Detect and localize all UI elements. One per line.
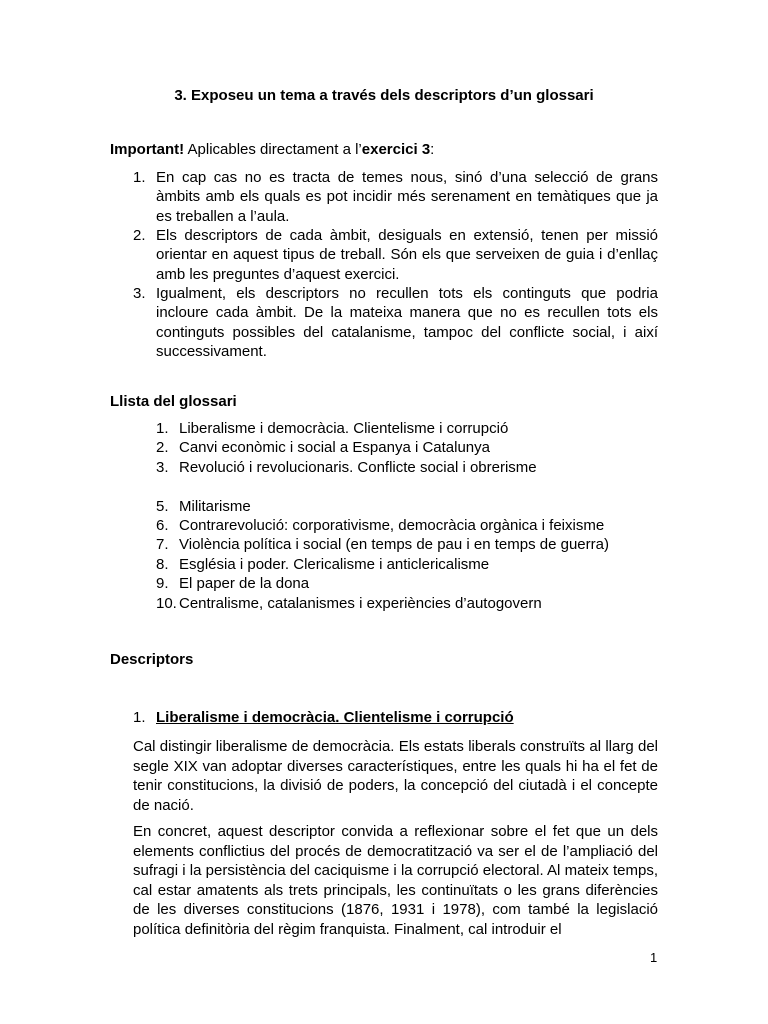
glossary-item	[0, 516, 768, 535]
page-number: 1	[650, 950, 658, 965]
glossary-number: 2.	[156, 439, 169, 457]
glossary-list	[0, 419, 768, 613]
glossary-item	[0, 419, 768, 438]
important-colon: :	[430, 141, 435, 158]
glossary-number: 6.	[156, 516, 169, 534]
descriptor-number: 1.	[133, 709, 146, 726]
glossary-text: Centralisme, catalanismes i experiències d’autogovern	[179, 594, 542, 612]
glossary-number: 10.	[156, 594, 177, 612]
glossary-item	[0, 555, 768, 574]
list-item	[0, 226, 658, 284]
glossary-number: 7.	[156, 536, 169, 554]
glossary-text: Liberalisme i democràcia. Clientelisme i corrupció	[179, 420, 509, 437]
document-title: 3. Exposeu un tema a través dels descriptors d’un glossari	[174, 87, 594, 104]
glossary-number: 3.	[156, 458, 169, 476]
glossary-text: El paper de la dona	[179, 575, 310, 593]
list-text: Els descriptors de cada àmbit, desiguals en extensió, tenen per missió orientar en aquest tipus de treball. Són els que serveixen de guia i d’enllaç amb les preguntes d’aquest exercici.	[156, 227, 658, 283]
glossary-text: Violència política i social (en temps de pau i en temps de guerra)	[179, 536, 609, 554]
glossary-number: 5.	[156, 497, 169, 515]
descriptors-heading: Descriptors	[110, 651, 194, 668]
list-item	[0, 168, 658, 226]
glossary-item	[0, 497, 768, 516]
glossary-number: 9.	[156, 575, 169, 593]
glossary-text: Revolució i revolucionaris. Conflicte social i obrerisme	[179, 458, 537, 476]
list-text: Igualment, els descriptors no recullen tots els continguts que podria incloure cada àmbit. De la mateixa manera que no es recullen tots els continguts possibles del catalanisme, tampoc del conflicte social, i així successivament.	[156, 285, 658, 360]
list-text: En cap cas no es tracta de temes nous, sinó d’una selecció de grans àmbits amb els quals es pot incidir més serenament en temàtiques que ja es treballen a l’aula.	[156, 169, 658, 225]
glossary-number: 8.	[156, 555, 169, 573]
descriptor-paragraph: Cal distingir liberalisme de democràcia. Els estats liberals construïts al llarg del segle XIX van adoptar diverses característiques, entre les quals hi ha el fet de tenir constitucions, la divisió de poders, la concepció del ciutadà i el concepte de nació.	[133, 738, 658, 814]
notes-list	[0, 168, 768, 362]
list-number: 2.	[133, 227, 146, 244]
descriptor-title: Liberalisme i democràcia. Clientelisme i corrupció	[156, 709, 514, 726]
glossary-heading: Llista del glossari	[110, 393, 237, 410]
glossary-item-blank	[0, 477, 768, 496]
list-number: 3.	[133, 285, 146, 302]
glossary-text: Església i poder. Clericalisme i anticlericalisme	[179, 555, 490, 573]
glossary-item	[0, 438, 768, 457]
glossary-item	[0, 594, 768, 613]
list-number: 1.	[133, 169, 146, 186]
glossary-number: 1.	[156, 420, 169, 437]
glossary-item	[0, 574, 768, 593]
descriptor-paragraph: En concret, aquest descriptor convida a reflexionar sobre el fet que un dels elements conflictius del procés de democratització va ser el de l’ampliació del sufragi i la persistència del caciquisme i la corrupció electoral. Al mateix temps, cal estar amatents als trets principals, les continuïtats o les grans diferències de les diverses constitucions (1876, 1931 i 1978), com també la legislació política definitòria del règim franquista. Finalment, cal introduir el	[133, 823, 658, 938]
list-item	[0, 284, 658, 362]
exercise-ref: exercici 3	[361, 141, 431, 158]
glossary-text: Militarisme	[179, 497, 251, 515]
important-text: Aplicables directament a l’	[184, 141, 362, 158]
glossary-item	[0, 535, 768, 554]
important-label: Important!	[110, 141, 185, 158]
glossary-item	[0, 458, 768, 477]
important-note	[110, 140, 660, 160]
glossary-text: Canvi econòmic i social a Espanya i Catalunya	[179, 439, 490, 457]
glossary-text: Contrarevolució: corporativisme, democràcia orgànica i feixisme	[179, 516, 605, 534]
